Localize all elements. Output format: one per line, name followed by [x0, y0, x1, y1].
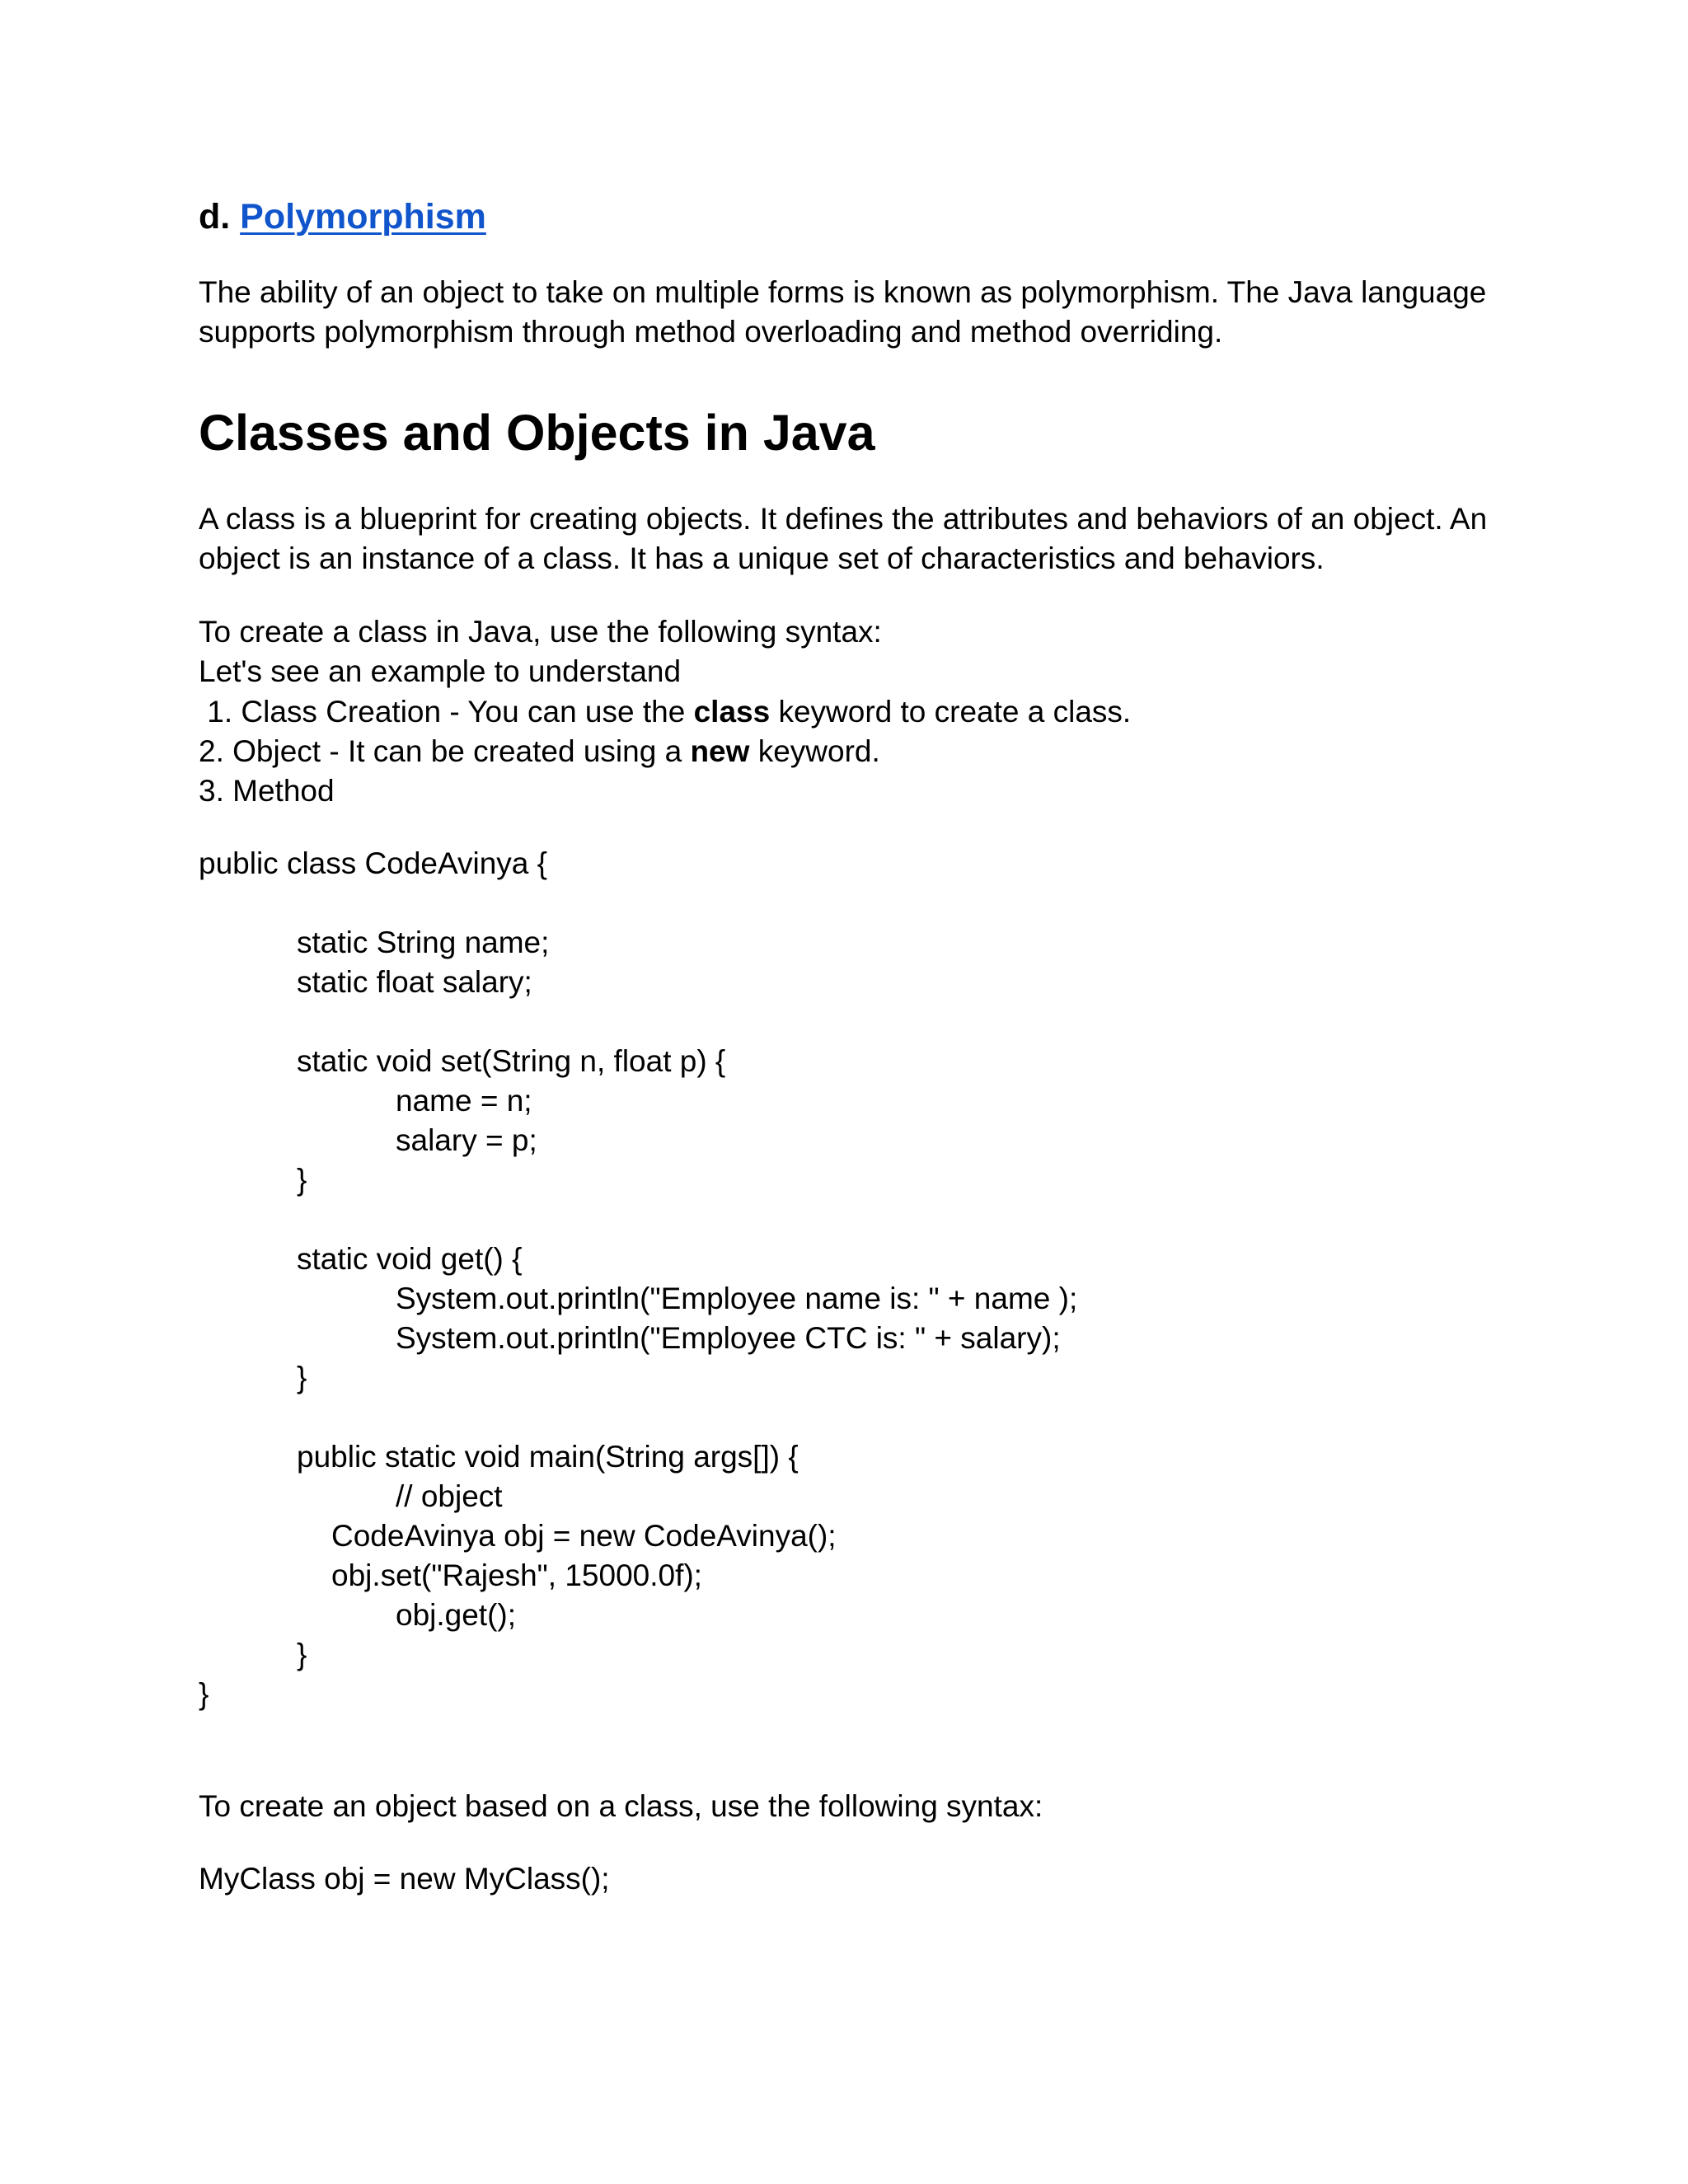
- section-prefix: d.: [199, 197, 241, 237]
- object-syntax-code: MyClass obj = new MyClass();: [199, 1862, 610, 1896]
- polymorphism-link[interactable]: Polymorphism: [240, 197, 486, 237]
- code-line: public class CodeAvinya {: [199, 846, 548, 880]
- list-item-1-text: 1. Class Creation - You can use the: [199, 695, 694, 729]
- main-heading: Classes and Objects in Java: [199, 405, 875, 461]
- code-line: }: [297, 1163, 307, 1197]
- list-item-object: [199, 732, 880, 771]
- code-line: obj.set("Rajesh", 15000.0f);: [331, 1558, 702, 1592]
- code-line: salary = p;: [396, 1123, 537, 1157]
- syntax-intro: To create a class in Java, use the following syntax:: [199, 615, 882, 649]
- class-def-line-1: A class is a blueprint for creating objects. It defines the attributes and behaviors of an object. An: [199, 502, 1488, 536]
- list-item-2-text: 2. Object - It can be created using a: [199, 734, 691, 768]
- code-line: CodeAvinya obj = new CodeAvinya();: [331, 1519, 837, 1553]
- code-line: static float salary;: [297, 965, 532, 999]
- new-keyword: new: [690, 734, 750, 768]
- list-item-2-tail: keyword.: [749, 734, 880, 768]
- object-syntax-intro: To create an object based on a class, use the following syntax:: [199, 1789, 1043, 1823]
- code-line: }: [199, 1677, 209, 1711]
- code-line: System.out.println("Employee CTC is: " + salary);: [396, 1321, 1061, 1355]
- code-line: public static void main(String args[]) {: [297, 1440, 799, 1474]
- code-line: static void set(String n, float p) {: [297, 1044, 726, 1078]
- code-line: }: [297, 1638, 307, 1671]
- class-keyword: class: [693, 695, 771, 729]
- intro-line-2: supports polymorphism through method overloading and method overriding.: [199, 315, 1223, 349]
- code-line: name = n;: [396, 1084, 532, 1118]
- list-item-method: 3. Method: [199, 774, 335, 808]
- section-heading-polymorphism: [199, 194, 486, 240]
- intro-line-1: The ability of an object to take on multiple forms is known as polymorphism. The Java language: [199, 275, 1487, 309]
- code-line: obj.get();: [396, 1598, 517, 1632]
- code-line: // object: [396, 1479, 503, 1513]
- code-line: }: [297, 1361, 307, 1394]
- code-line: static void get() {: [297, 1242, 523, 1276]
- example-intro: Let's see an example to understand: [199, 654, 682, 688]
- list-item-class-creation: [199, 692, 1131, 732]
- list-item-1-tail: keyword to create a class.: [770, 695, 1132, 729]
- code-line: System.out.println("Employee name is: " + name );: [396, 1282, 1078, 1315]
- code-line: static String name;: [297, 926, 550, 959]
- class-def-line-2: object is an instance of a class. It has a unique set of characteristics and behaviors.: [199, 541, 1325, 575]
